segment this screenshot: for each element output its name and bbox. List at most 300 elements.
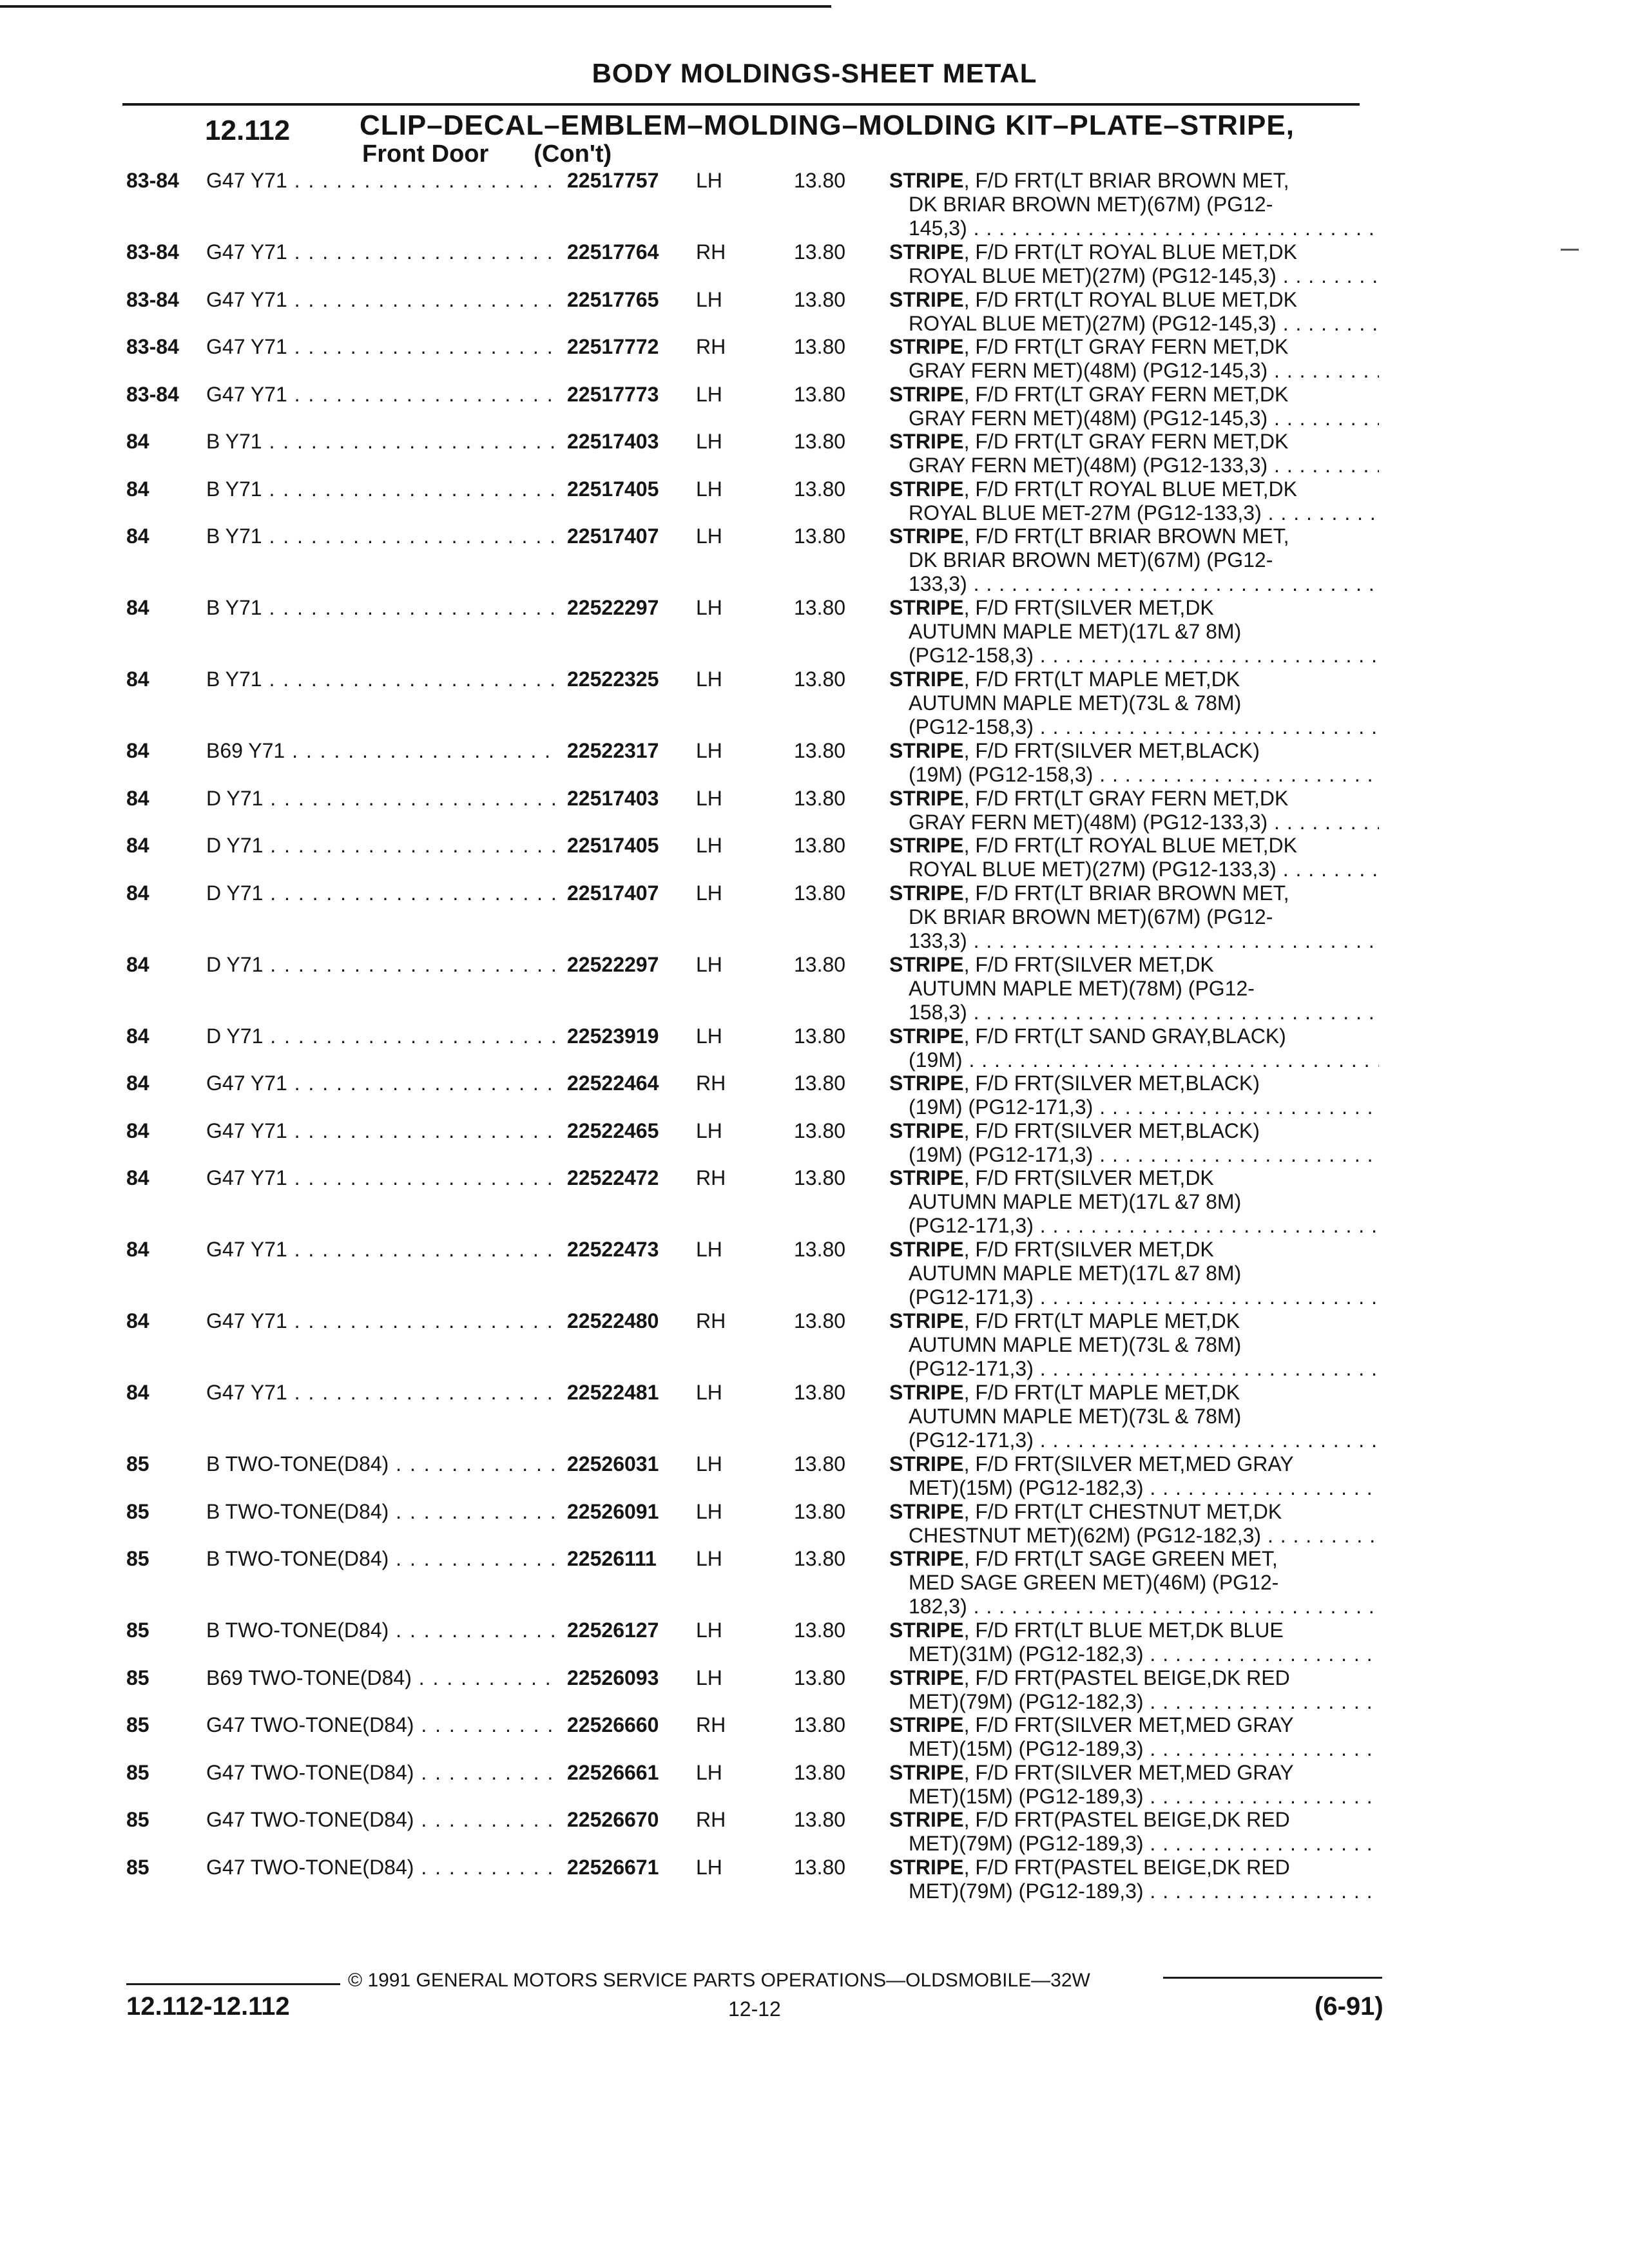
item-keyword: STRIPE xyxy=(889,169,964,192)
group-title: CLIP–DECAL–EMBLEM–MOLDING–MOLDING KIT–PLATE–STRIPE, xyxy=(360,110,1295,141)
model-code: B TWO-TONE(D84) . . . xyxy=(206,1619,557,1642)
quantity: 13.80 xyxy=(794,787,846,810)
description-line: (PG12-171,3) . . . xyxy=(889,1285,1379,1309)
description-line: STRIPE, F/D FRT(LT CHESTNUT MET,DK xyxy=(889,1500,1282,1523)
page-number: 12-12 xyxy=(728,1997,781,2021)
description-line: AUTUMN MAPLE MET)(73L & 78M) xyxy=(909,1405,1242,1428)
description-line: 158,3) . . . xyxy=(889,1001,1379,1024)
side: LH xyxy=(696,834,722,857)
footer-rule-right xyxy=(1163,1977,1382,1979)
part-number: 22517405 xyxy=(567,477,659,501)
part-description xyxy=(889,524,1379,596)
description-line: STRIPE, F/D FRT(LT MAPLE MET,DK xyxy=(889,668,1240,691)
quantity: 13.80 xyxy=(794,1119,846,1142)
description-line: STRIPE, F/D FRT(LT GRAY FERN MET,DK xyxy=(889,335,1289,358)
description-line: (PG12-158,3) . . . xyxy=(889,644,1379,668)
quantity: 13.80 xyxy=(794,1381,846,1404)
description-line: STRIPE, F/D FRT(SILVER MET,MED GRAY xyxy=(889,1761,1294,1784)
part-description xyxy=(889,1024,1379,1072)
part-number: 22523919 xyxy=(567,1024,659,1048)
description-line: (PG12-158,3) . . . xyxy=(889,715,1379,739)
model-code: B TWO-TONE(D84) . . . xyxy=(206,1500,557,1524)
quantity: 13.80 xyxy=(794,240,846,264)
part-description xyxy=(889,1166,1379,1238)
model-year: 83-84 xyxy=(126,335,179,358)
description-line: STRIPE, F/D FRT(SILVER MET,BLACK) xyxy=(889,739,1260,762)
part-description xyxy=(889,739,1379,787)
item-keyword: STRIPE xyxy=(889,1452,964,1475)
quantity: 13.80 xyxy=(794,430,846,453)
side: RH xyxy=(696,1713,726,1736)
item-keyword: STRIPE xyxy=(889,739,964,762)
part-description xyxy=(889,1238,1379,1309)
side: RH xyxy=(696,335,726,358)
description-line: STRIPE, F/D FRT(LT ROYAL BLUE MET,DK xyxy=(889,288,1297,311)
quantity: 13.80 xyxy=(794,335,846,358)
model-code: G47 Y71 . . . xyxy=(206,335,557,359)
model-code: B Y71 . . . xyxy=(206,668,557,691)
description-line: ROYAL BLUE MET)(27M) (PG12-145,3) . . . xyxy=(889,312,1379,336)
part-description xyxy=(889,1547,1379,1619)
model-code: G47 Y71 . . . xyxy=(206,288,557,312)
model-year: 83-84 xyxy=(126,169,179,192)
item-keyword: STRIPE xyxy=(889,1547,964,1570)
part-number: 22526670 xyxy=(567,1808,659,1831)
item-keyword: STRIPE xyxy=(889,1072,964,1095)
part-number: 22526093 xyxy=(567,1666,659,1689)
model-year: 85 xyxy=(126,1666,149,1689)
side: RH xyxy=(696,1166,726,1189)
description-line: MET)(15M) (PG12-189,3) . . . xyxy=(889,1785,1379,1809)
part-number: 22522464 xyxy=(567,1072,659,1095)
side: LH xyxy=(696,1761,722,1784)
quantity: 13.80 xyxy=(794,1024,846,1048)
model-year: 84 xyxy=(126,834,149,857)
description-line: STRIPE, F/D FRT(LT GRAY FERN MET,DK xyxy=(889,430,1289,453)
part-description xyxy=(889,881,1379,953)
description-line: STRIPE, F/D FRT(SILVER MET,BLACK) xyxy=(889,1072,1260,1095)
quantity: 13.80 xyxy=(794,1072,846,1095)
side: LH xyxy=(696,1238,722,1261)
part-description xyxy=(889,1500,1379,1548)
description-line: STRIPE, F/D FRT(PASTEL BEIGE,DK RED xyxy=(889,1856,1290,1879)
quantity: 13.80 xyxy=(794,1452,846,1475)
part-description xyxy=(889,1452,1379,1500)
description-line: AUTUMN MAPLE MET)(17L &7 8M) xyxy=(909,620,1242,643)
item-keyword: STRIPE xyxy=(889,477,964,501)
model-code: D Y71 . . . xyxy=(206,834,557,858)
item-keyword: STRIPE xyxy=(889,1166,964,1189)
part-number: 22526111 xyxy=(567,1547,657,1570)
item-keyword: STRIPE xyxy=(889,1024,964,1048)
description-line: MED SAGE GREEN MET)(46M) (PG12- xyxy=(909,1571,1279,1594)
quantity: 13.80 xyxy=(794,953,846,976)
item-keyword: STRIPE xyxy=(889,1500,964,1523)
item-keyword: STRIPE xyxy=(889,1808,964,1831)
part-number: 22517403 xyxy=(567,430,659,453)
part-description xyxy=(889,430,1379,477)
model-year: 85 xyxy=(126,1500,149,1523)
quantity: 13.80 xyxy=(794,1808,846,1831)
description-line: MET)(79M) (PG12-189,3) . . . xyxy=(889,1879,1379,1903)
model-year: 84 xyxy=(126,1166,149,1189)
item-keyword: STRIPE xyxy=(889,1713,964,1736)
model-year: 84 xyxy=(126,524,149,548)
side: LH xyxy=(696,477,722,501)
side: LH xyxy=(696,739,722,762)
description-line: 133,3) . . . xyxy=(889,929,1379,953)
part-description xyxy=(889,1666,1379,1714)
description-line: AUTUMN MAPLE MET)(17L &7 8M) xyxy=(909,1262,1242,1285)
part-description xyxy=(889,1309,1379,1381)
model-code: B Y71 . . . xyxy=(206,524,557,548)
part-number: 22517764 xyxy=(567,240,659,264)
part-number: 22517757 xyxy=(567,169,659,192)
part-description xyxy=(889,240,1379,288)
quantity: 13.80 xyxy=(794,1547,846,1570)
item-keyword: STRIPE xyxy=(889,1119,964,1142)
quantity: 13.80 xyxy=(794,1238,846,1261)
part-number: 22526660 xyxy=(567,1713,659,1736)
part-number: 22522465 xyxy=(567,1119,659,1142)
model-code: B Y71 . . . xyxy=(206,596,557,620)
part-number: 22522297 xyxy=(567,953,659,976)
model-code: D Y71 . . . xyxy=(206,787,557,811)
part-number: 22522480 xyxy=(567,1309,659,1332)
model-code: B Y71 . . . xyxy=(206,430,557,454)
footer-range: 12.112-12.112 xyxy=(126,1992,290,2021)
part-description xyxy=(889,834,1379,881)
part-description xyxy=(889,1808,1379,1856)
model-year: 84 xyxy=(126,1024,149,1048)
side: LH xyxy=(696,383,722,406)
part-number: 22522481 xyxy=(567,1381,659,1404)
item-keyword: STRIPE xyxy=(889,1381,964,1404)
model-code: B TWO-TONE(D84) . . . xyxy=(206,1547,557,1571)
quantity: 13.80 xyxy=(794,1166,846,1189)
part-description xyxy=(889,335,1379,383)
description-line: STRIPE, F/D FRT(LT ROYAL BLUE MET,DK xyxy=(889,477,1297,501)
description-line: DK BRIAR BROWN MET)(67M) (PG12- xyxy=(909,548,1273,572)
side: LH xyxy=(696,953,722,976)
description-line: STRIPE, F/D FRT(LT GRAY FERN MET,DK xyxy=(889,383,1289,406)
model-year: 84 xyxy=(126,953,149,976)
edge-mark xyxy=(1561,249,1579,251)
side: LH xyxy=(696,1119,722,1142)
model-year: 84 xyxy=(126,668,149,691)
description-line: (19M) . . . xyxy=(889,1048,1379,1072)
model-year: 84 xyxy=(126,1238,149,1261)
quantity: 13.80 xyxy=(794,881,846,905)
description-line: STRIPE, F/D FRT(LT GRAY FERN MET,DK xyxy=(889,787,1289,810)
item-keyword: STRIPE xyxy=(889,430,964,453)
side: LH xyxy=(696,524,722,548)
side: LH xyxy=(696,1619,722,1642)
part-description xyxy=(889,1619,1379,1666)
model-code: G47 Y71 . . . xyxy=(206,1309,557,1333)
copyright-line: © 1991 GENERAL MOTORS SERVICE PARTS OPERATIONS—OLDSMOBILE—32W xyxy=(348,1970,1090,1991)
description-line: STRIPE, F/D FRT(SILVER MET,DK xyxy=(889,1166,1214,1189)
part-number: 22522317 xyxy=(567,739,659,762)
side: LH xyxy=(696,596,722,619)
group-number: 12.112 xyxy=(205,115,291,146)
quantity: 13.80 xyxy=(794,739,846,762)
model-code: G47 Y71 . . . xyxy=(206,169,557,193)
model-code: D Y71 . . . xyxy=(206,1024,557,1048)
model-code: G47 Y71 . . . xyxy=(206,1166,557,1190)
model-code: G47 Y71 . . . xyxy=(206,1381,557,1405)
model-code: G47 TWO-TONE(D84) . . . xyxy=(206,1856,557,1879)
part-description xyxy=(889,1856,1379,1903)
description-line: STRIPE, F/D FRT(SILVER MET,DK xyxy=(889,953,1214,976)
model-year: 85 xyxy=(126,1547,149,1570)
description-line: DK BRIAR BROWN MET)(67M) (PG12- xyxy=(909,905,1273,928)
description-line: (PG12-171,3) . . . xyxy=(889,1428,1379,1452)
quantity: 13.80 xyxy=(794,477,846,501)
side: LH xyxy=(696,169,722,192)
quantity: 13.80 xyxy=(794,524,846,548)
model-code: B69 Y71 . . . xyxy=(206,739,557,763)
part-number: 22522473 xyxy=(567,1238,659,1261)
part-number: 22526031 xyxy=(567,1452,659,1475)
description-line: STRIPE, F/D FRT(LT MAPLE MET,DK xyxy=(889,1381,1240,1404)
side: LH xyxy=(696,1024,722,1048)
description-line: STRIPE, F/D FRT(LT MAPLE MET,DK xyxy=(889,1309,1240,1332)
model-code: G47 Y71 . . . xyxy=(206,1238,557,1262)
description-line: ROYAL BLUE MET)(27M) (PG12-145,3) . . . xyxy=(889,264,1379,288)
description-line: (19M) (PG12-158,3) . . . xyxy=(889,763,1379,787)
description-line: STRIPE, F/D FRT(LT SAGE GREEN MET, xyxy=(889,1547,1278,1570)
group-subtitle-text: Front Door xyxy=(362,140,489,168)
description-line: GRAY FERN MET)(48M) (PG12-145,3) . . . xyxy=(889,407,1379,430)
model-year: 85 xyxy=(126,1761,149,1784)
description-line: MET)(15M) (PG12-189,3) . . . xyxy=(889,1737,1379,1761)
side: RH xyxy=(696,1072,726,1095)
part-description xyxy=(889,1761,1379,1809)
item-keyword: STRIPE xyxy=(889,1666,964,1689)
quantity: 13.80 xyxy=(794,288,846,311)
description-line: (PG12-171,3) . . . xyxy=(889,1357,1379,1381)
model-year: 83-84 xyxy=(126,240,179,264)
model-year: 84 xyxy=(126,596,149,619)
description-line: AUTUMN MAPLE MET)(73L & 78M) xyxy=(909,691,1242,715)
model-year: 85 xyxy=(126,1619,149,1642)
description-line: MET)(79M) (PG12-182,3) . . . xyxy=(889,1690,1379,1714)
item-keyword: STRIPE xyxy=(889,524,964,548)
quantity: 13.80 xyxy=(794,1309,846,1332)
side: LH xyxy=(696,1547,722,1570)
description-line: DK BRIAR BROWN MET)(67M) (PG12- xyxy=(909,193,1273,216)
model-year: 83-84 xyxy=(126,288,179,311)
item-keyword: STRIPE xyxy=(889,1761,964,1784)
side: LH xyxy=(696,1856,722,1879)
model-code: G47 Y71 . . . xyxy=(206,383,557,407)
model-code: G47 Y71 . . . xyxy=(206,1072,557,1095)
quantity: 13.80 xyxy=(794,169,846,192)
part-description xyxy=(889,169,1379,240)
item-keyword: STRIPE xyxy=(889,240,964,264)
quantity: 13.80 xyxy=(794,1713,846,1736)
description-line: STRIPE, F/D FRT(LT BLUE MET,DK BLUE xyxy=(889,1619,1284,1642)
part-description xyxy=(889,1713,1379,1761)
quantity: 13.80 xyxy=(794,1500,846,1523)
description-line: GRAY FERN MET)(48M) (PG12-145,3) . . . xyxy=(889,359,1379,383)
revision-date: (6-91) xyxy=(1315,1992,1383,2021)
quantity: 13.80 xyxy=(794,596,846,619)
description-line: 182,3) . . . xyxy=(889,1595,1379,1619)
description-line: ROYAL BLUE MET)(27M) (PG12-133,3) . . . xyxy=(889,858,1379,881)
description-line: AUTUMN MAPLE MET)(73L & 78M) xyxy=(909,1333,1242,1356)
model-year: 84 xyxy=(126,739,149,762)
model-year: 84 xyxy=(126,430,149,453)
part-number: 22517773 xyxy=(567,383,659,406)
model-code: G47 Y71 . . . xyxy=(206,240,557,264)
side: RH xyxy=(696,1309,726,1332)
item-keyword: STRIPE xyxy=(889,668,964,691)
part-description xyxy=(889,1381,1379,1452)
item-keyword: STRIPE xyxy=(889,335,964,358)
model-code: G47 TWO-TONE(D84) . . . xyxy=(206,1713,557,1737)
side: LH xyxy=(696,1666,722,1689)
description-line: STRIPE, F/D FRT(LT ROYAL BLUE MET,DK xyxy=(889,240,1297,264)
part-description xyxy=(889,668,1379,739)
part-description xyxy=(889,1119,1379,1167)
part-number: 22522325 xyxy=(567,668,659,691)
description-line: GRAY FERN MET)(48M) (PG12-133,3) . . . xyxy=(889,454,1379,477)
model-code: G47 TWO-TONE(D84) . . . xyxy=(206,1761,557,1785)
continued-label: (Con't) xyxy=(534,140,612,168)
item-keyword: STRIPE xyxy=(889,1619,964,1642)
side: LH xyxy=(696,1500,722,1523)
side: LH xyxy=(696,787,722,810)
part-description xyxy=(889,1072,1379,1119)
model-code: D Y71 . . . xyxy=(206,881,557,905)
model-year: 84 xyxy=(126,477,149,501)
part-description xyxy=(889,953,1379,1024)
description-line: STRIPE, F/D FRT(LT BRIAR BROWN MET, xyxy=(889,881,1289,905)
quantity: 13.80 xyxy=(794,668,846,691)
description-line: 145,3) . . . xyxy=(889,216,1379,240)
model-year: 83-84 xyxy=(126,383,179,406)
quantity: 13.80 xyxy=(794,1666,846,1689)
part-description xyxy=(889,477,1379,525)
item-keyword: STRIPE xyxy=(889,834,964,857)
description-line: (19M) (PG12-171,3) . . . xyxy=(889,1143,1379,1167)
side: LH xyxy=(696,1381,722,1404)
item-keyword: STRIPE xyxy=(889,953,964,976)
part-number: 22526091 xyxy=(567,1500,659,1523)
part-number: 22526127 xyxy=(567,1619,659,1642)
item-keyword: STRIPE xyxy=(889,383,964,406)
footer-rule-left xyxy=(126,1983,340,1985)
part-description xyxy=(889,596,1379,668)
quantity: 13.80 xyxy=(794,1761,846,1784)
model-code: G47 Y71 . . . xyxy=(206,1119,557,1143)
quantity: 13.80 xyxy=(794,1619,846,1642)
description-line: AUTUMN MAPLE MET)(78M) (PG12- xyxy=(909,977,1255,1000)
model-code: B69 TWO-TONE(D84) . . . xyxy=(206,1666,557,1690)
side: LH xyxy=(696,1452,722,1475)
side: LH xyxy=(696,288,722,311)
description-line: MET)(79M) (PG12-189,3) . . . xyxy=(889,1832,1379,1856)
description-line: STRIPE, F/D FRT(PASTEL BEIGE,DK RED xyxy=(889,1808,1290,1831)
item-keyword: STRIPE xyxy=(889,787,964,810)
item-keyword: STRIPE xyxy=(889,1856,964,1879)
model-year: 84 xyxy=(126,1309,149,1332)
model-year: 84 xyxy=(126,881,149,905)
description-line: 133,3) . . . xyxy=(889,572,1379,596)
item-keyword: STRIPE xyxy=(889,1238,964,1261)
side: LH xyxy=(696,668,722,691)
model-code: G47 TWO-TONE(D84) . . . xyxy=(206,1808,557,1832)
part-number: 22526671 xyxy=(567,1856,659,1879)
part-number: 22522297 xyxy=(567,596,659,619)
description-line: STRIPE, F/D FRT(SILVER MET,MED GRAY xyxy=(889,1452,1294,1475)
description-line: CHESTNUT MET)(62M) (PG12-182,3) . . . xyxy=(889,1524,1379,1548)
part-number: 22517765 xyxy=(567,288,659,311)
section-title: BODY MOLDINGS-SHEET METAL xyxy=(592,58,1037,88)
item-keyword: STRIPE xyxy=(889,1309,964,1332)
description-line: STRIPE, F/D FRT(LT ROYAL BLUE MET,DK xyxy=(889,834,1297,857)
description-line: STRIPE, F/D FRT(LT BRIAR BROWN MET, xyxy=(889,169,1289,192)
item-keyword: STRIPE xyxy=(889,881,964,905)
model-year: 84 xyxy=(126,787,149,810)
model-code: B TWO-TONE(D84) . . . xyxy=(206,1452,557,1476)
model-code: D Y71 . . . xyxy=(206,953,557,977)
description-line: AUTUMN MAPLE MET)(17L &7 8M) xyxy=(909,1190,1242,1213)
side: RH xyxy=(696,240,726,264)
part-number: 22517405 xyxy=(567,834,659,857)
part-number: 22517403 xyxy=(567,787,659,810)
model-year: 85 xyxy=(126,1713,149,1736)
model-year: 84 xyxy=(126,1381,149,1404)
part-number: 22517407 xyxy=(567,524,659,548)
description-line: STRIPE, F/D FRT(SILVER MET,MED GRAY xyxy=(889,1713,1294,1736)
description-line: ROYAL BLUE MET-27M (PG12-133,3) . . . xyxy=(889,501,1379,525)
description-line: STRIPE, F/D FRT(PASTEL BEIGE,DK RED xyxy=(889,1666,1290,1689)
quantity: 13.80 xyxy=(794,383,846,406)
side: RH xyxy=(696,1808,726,1831)
model-year: 84 xyxy=(126,1072,149,1095)
model-year: 85 xyxy=(126,1856,149,1879)
model-year: 85 xyxy=(126,1808,149,1831)
part-description xyxy=(889,288,1379,336)
side: LH xyxy=(696,881,722,905)
part-description xyxy=(889,383,1379,430)
description-line: MET)(31M) (PG12-182,3) . . . xyxy=(889,1642,1379,1666)
model-year: 84 xyxy=(126,1119,149,1142)
part-number: 22517772 xyxy=(567,335,659,358)
description-line: STRIPE, F/D FRT(SILVER MET,BLACK) xyxy=(889,1119,1260,1142)
description-line: (PG12-171,3) . . . xyxy=(889,1214,1379,1238)
item-keyword: STRIPE xyxy=(889,596,964,619)
description-line: GRAY FERN MET)(48M) (PG12-133,3) . . . xyxy=(889,811,1379,834)
part-description xyxy=(889,787,1379,834)
description-line: MET)(15M) (PG12-182,3) . . . xyxy=(889,1476,1379,1500)
side: LH xyxy=(696,430,722,453)
model-year: 85 xyxy=(126,1452,149,1475)
part-number: 22517407 xyxy=(567,881,659,905)
model-code: B Y71 . . . xyxy=(206,477,557,501)
description-line: (19M) (PG12-171,3) . . . xyxy=(889,1095,1379,1119)
quantity: 13.80 xyxy=(794,1856,846,1879)
part-number: 22522472 xyxy=(567,1166,659,1189)
part-number: 22526661 xyxy=(567,1761,659,1784)
description-line: STRIPE, F/D FRT(SILVER MET,DK xyxy=(889,596,1214,619)
description-line: STRIPE, F/D FRT(SILVER MET,DK xyxy=(889,1238,1214,1261)
quantity: 13.80 xyxy=(794,834,846,857)
description-line: STRIPE, F/D FRT(LT BRIAR BROWN MET, xyxy=(889,524,1289,548)
